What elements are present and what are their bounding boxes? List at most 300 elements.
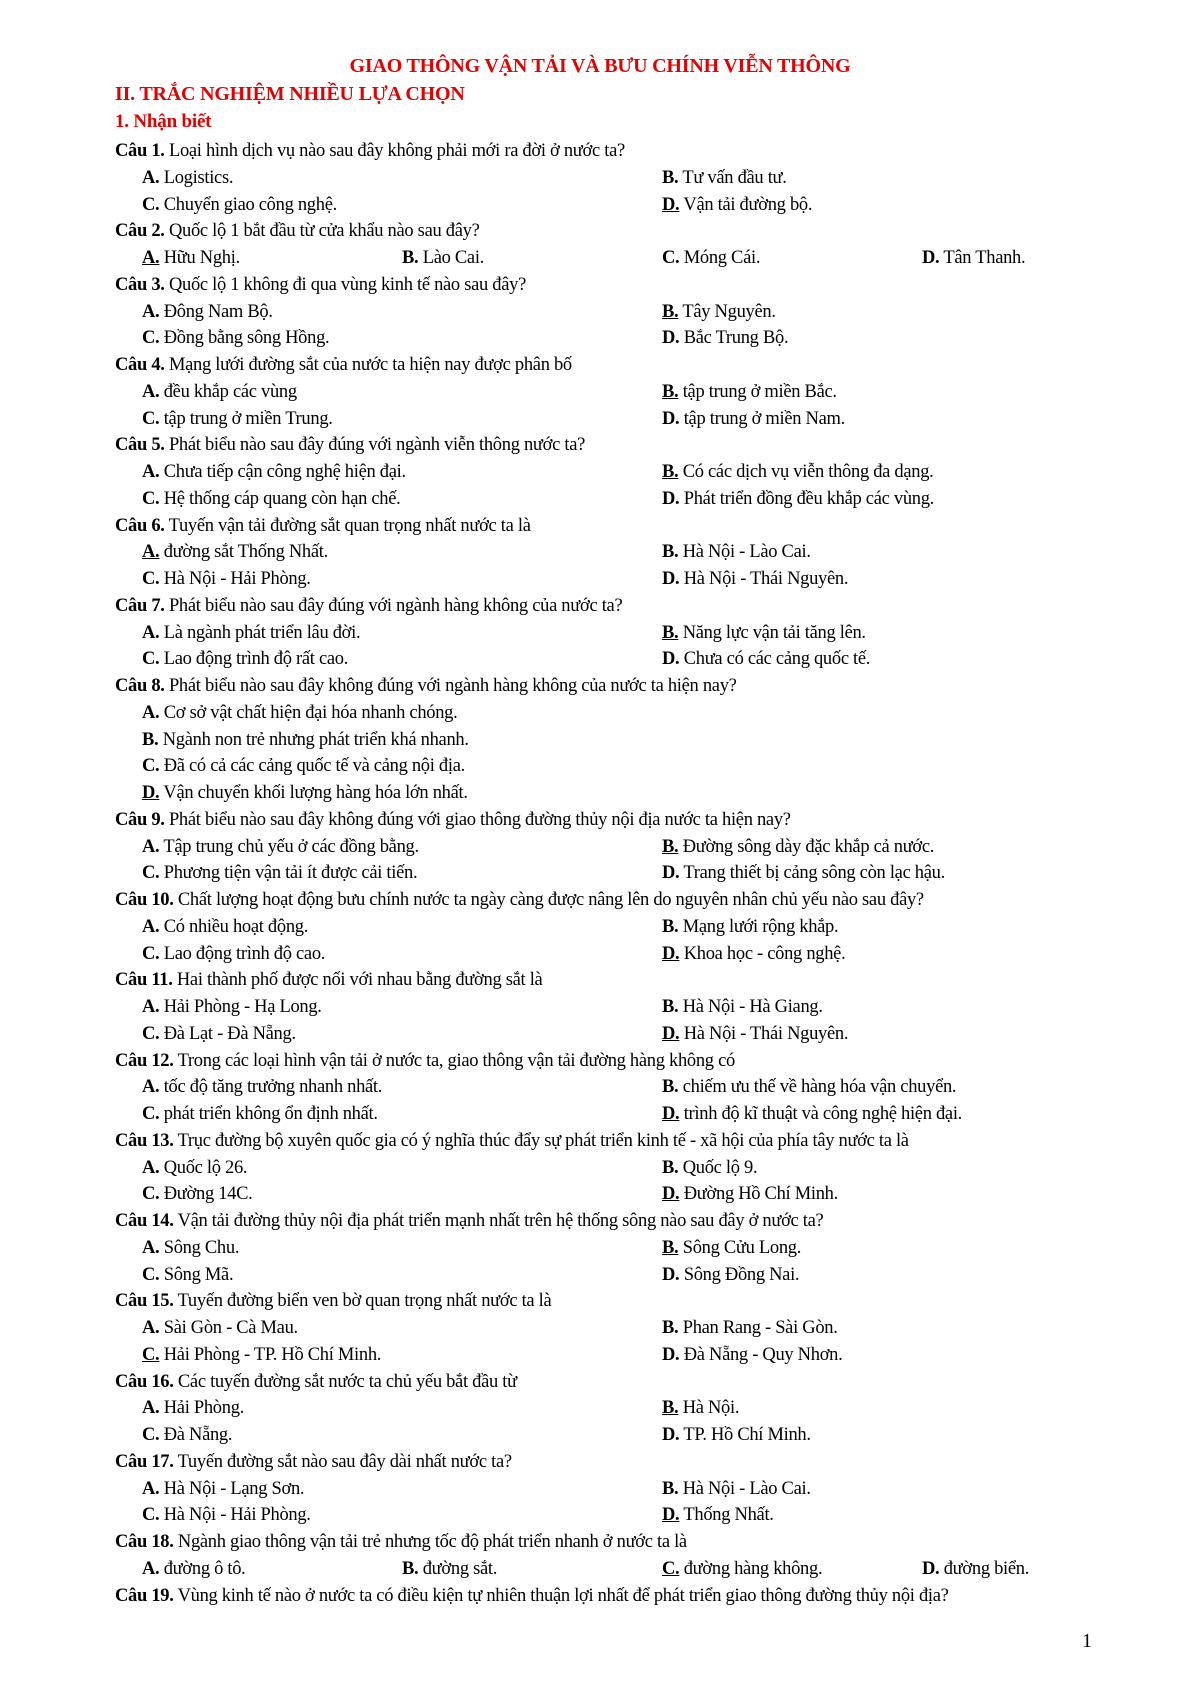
answer-option bbox=[142, 379, 297, 406]
option-letter: B. bbox=[662, 1478, 679, 1499]
options-row bbox=[0, 780, 1200, 807]
answer-option bbox=[142, 1476, 304, 1503]
option-letter: A. bbox=[142, 1077, 160, 1098]
option-text: Quốc lộ 26. bbox=[163, 1157, 248, 1178]
answer-option bbox=[662, 406, 845, 433]
answer-option bbox=[662, 914, 838, 941]
options-row bbox=[0, 1262, 1200, 1289]
option-text: Đồng bằng sông Hồng. bbox=[163, 328, 330, 349]
question-number: Câu 3. bbox=[115, 274, 165, 295]
option-text: Logistics. bbox=[163, 167, 234, 188]
answer-option bbox=[662, 486, 934, 513]
question-stem bbox=[0, 673, 1200, 700]
options-row bbox=[0, 379, 1200, 406]
answer-option bbox=[662, 539, 811, 566]
option-letter: D. bbox=[662, 328, 680, 349]
answer-option bbox=[142, 1422, 232, 1449]
option-letter: A. bbox=[142, 301, 160, 322]
option-letter: C. bbox=[142, 1344, 160, 1365]
question-stem bbox=[0, 1048, 1200, 1075]
answer-option bbox=[142, 1181, 252, 1208]
option-letter: B. bbox=[662, 381, 679, 402]
option-text: Ngành non trẻ nhưng phát triển khá nhanh. bbox=[162, 729, 469, 750]
option-text: Hà Nội. bbox=[682, 1398, 740, 1419]
option-text: Hà Nội - Hải Phòng. bbox=[163, 569, 311, 589]
question-text: Tuyến đường sắt nào sau đây dài nhất nước ta? bbox=[177, 1451, 512, 1472]
option-letter: B. bbox=[662, 836, 679, 857]
option-text: Sông Đồng Nai. bbox=[683, 1264, 800, 1285]
answer-option bbox=[142, 1074, 382, 1101]
options-row bbox=[0, 1556, 1200, 1583]
page-number: 1 bbox=[1082, 1630, 1092, 1652]
options-row bbox=[0, 727, 1200, 754]
answer-option bbox=[142, 325, 329, 352]
option-letter: A. bbox=[142, 702, 160, 723]
answer-option bbox=[922, 1556, 1029, 1583]
question-stem bbox=[0, 1583, 1200, 1610]
option-text: tập trung ở miền Trung. bbox=[163, 408, 333, 429]
answer-option bbox=[142, 245, 240, 272]
option-letter: A. bbox=[142, 1157, 160, 1178]
section-heading: II. TRẮC NGHIỆM NHIỀU LỰA CHỌN bbox=[115, 83, 465, 105]
option-letter: A. bbox=[142, 1478, 160, 1499]
option-letter: B. bbox=[402, 1558, 419, 1579]
option-text: Cơ sở vật chất hiện đại hóa nhanh chóng. bbox=[163, 702, 458, 723]
option-letter: B. bbox=[662, 462, 679, 482]
question-stem bbox=[0, 1529, 1200, 1556]
option-letter: A. bbox=[142, 248, 160, 268]
option-letter: C. bbox=[142, 1184, 160, 1205]
option-letter: D. bbox=[922, 1558, 940, 1579]
document-title: GIAO THÔNG VẬN TẢI VÀ BƯU CHÍNH VIỄN THÔNG bbox=[349, 55, 851, 77]
option-letter: B. bbox=[662, 167, 679, 188]
answer-option bbox=[662, 1395, 739, 1422]
question-text-line bbox=[115, 432, 585, 459]
option-text: Đường sông dày đặc khắp cả nước. bbox=[682, 836, 935, 857]
answer-option bbox=[142, 486, 400, 513]
answer-option bbox=[142, 860, 417, 887]
answer-option bbox=[662, 646, 870, 673]
option-letter: C. bbox=[662, 1558, 680, 1579]
option-letter: D. bbox=[662, 1104, 680, 1124]
options-row bbox=[0, 620, 1200, 647]
question-text: Phát biểu nào sau đây đúng với ngành viễn thông nước ta? bbox=[168, 435, 586, 456]
option-text: Hà Nội - Lào Cai. bbox=[682, 542, 811, 563]
answer-option bbox=[662, 459, 934, 486]
question-number: Câu 15. bbox=[115, 1291, 174, 1312]
option-letter: C. bbox=[662, 248, 680, 268]
answer-option bbox=[402, 1556, 497, 1583]
option-text: Chưa tiếp cận công nghệ hiện đại. bbox=[163, 462, 406, 482]
answer-option bbox=[662, 834, 934, 861]
option-letter: D. bbox=[662, 1264, 680, 1285]
answer-option bbox=[142, 620, 360, 647]
question-text: Vận tải đường thủy nội địa phát triển mạnh nhất trên hệ thống sông nào sau đây ở nước ta? bbox=[177, 1211, 824, 1231]
answer-option bbox=[142, 727, 469, 754]
question-text: Các tuyến đường sắt nước ta chủ yếu bắt đầu từ bbox=[177, 1371, 517, 1392]
option-letter: D. bbox=[662, 194, 680, 215]
question-text: Phát biểu nào sau đây không đúng với ngành hàng không của nước ta hiện nay? bbox=[168, 676, 737, 696]
answer-option bbox=[142, 700, 457, 727]
option-letter: C. bbox=[142, 649, 160, 670]
question-stem bbox=[0, 807, 1200, 834]
option-letter: B. bbox=[142, 729, 159, 750]
answer-option bbox=[662, 1476, 811, 1503]
answer-option bbox=[922, 245, 1025, 272]
option-text: Khoa học - công nghệ. bbox=[683, 943, 846, 964]
answer-option bbox=[142, 406, 333, 433]
answer-option bbox=[142, 539, 328, 566]
option-text: Vận tải đường bộ. bbox=[683, 194, 813, 215]
options-row bbox=[0, 459, 1200, 486]
option-letter: C. bbox=[142, 1023, 160, 1044]
question-text-line bbox=[115, 593, 622, 620]
question-number: Câu 6. bbox=[115, 515, 165, 536]
option-letter: A. bbox=[142, 542, 160, 563]
option-letter: D. bbox=[662, 943, 680, 964]
answer-option bbox=[662, 379, 837, 406]
question-stem bbox=[0, 272, 1200, 299]
question-text-line bbox=[115, 1529, 687, 1556]
question-stem bbox=[0, 1449, 1200, 1476]
answer-option bbox=[142, 165, 233, 192]
option-letter: B. bbox=[662, 1157, 679, 1178]
question-text-line bbox=[115, 272, 526, 299]
options-row bbox=[0, 860, 1200, 887]
options-row bbox=[0, 753, 1200, 780]
option-text: Sài Gòn - Cà Mau. bbox=[163, 1318, 298, 1338]
answer-option bbox=[142, 299, 273, 326]
option-text: phát triển không ổn định nhất. bbox=[163, 1104, 378, 1124]
option-text: Phan Rang - Sài Gòn. bbox=[682, 1318, 838, 1338]
option-letter: C. bbox=[142, 569, 160, 589]
answer-option bbox=[662, 860, 945, 887]
question-stem bbox=[0, 138, 1200, 165]
question-stem bbox=[0, 593, 1200, 620]
option-letter: D. bbox=[662, 408, 680, 429]
question-text-line bbox=[115, 967, 542, 994]
option-text: Chưa có các cảng quốc tế. bbox=[683, 649, 871, 670]
question-number: Câu 12. bbox=[115, 1050, 174, 1071]
answer-option bbox=[662, 1181, 838, 1208]
answer-option bbox=[662, 620, 866, 647]
answer-option bbox=[142, 459, 406, 486]
question-text-line bbox=[115, 673, 737, 700]
option-text: Sông Cửu Long. bbox=[682, 1237, 802, 1258]
question-stem bbox=[0, 1128, 1200, 1155]
answer-option bbox=[662, 245, 760, 272]
question-stem bbox=[0, 1288, 1200, 1315]
question-number: Câu 8. bbox=[115, 676, 165, 696]
option-text: đường sắt Thống Nhất. bbox=[163, 542, 328, 563]
question-text: Trục đường bộ xuyên quốc gia có ý nghĩa thúc đẩy sự phát triển kinh tế - xã hội của phía tây nước ta là bbox=[177, 1130, 909, 1151]
answer-option bbox=[142, 566, 311, 593]
question-text: Quốc lộ 1 bắt đầu từ cửa khẩu nào sau đây? bbox=[168, 221, 480, 242]
option-letter: C. bbox=[142, 1104, 160, 1124]
option-text: Hà Nội - Lạng Sơn. bbox=[163, 1478, 305, 1499]
options-row bbox=[0, 486, 1200, 513]
options-row bbox=[0, 994, 1200, 1021]
options-row bbox=[0, 1502, 1200, 1529]
option-letter: B. bbox=[662, 1398, 679, 1419]
option-letter: C. bbox=[142, 328, 160, 349]
option-text: Móng Cái. bbox=[683, 248, 761, 268]
answer-option bbox=[662, 1556, 822, 1583]
question-number: Câu 13. bbox=[115, 1130, 174, 1151]
options-row bbox=[0, 914, 1200, 941]
question-stem bbox=[0, 218, 1200, 245]
option-text: Lao động trình độ rất cao. bbox=[163, 649, 349, 670]
answer-option bbox=[662, 1342, 842, 1369]
answer-option bbox=[142, 994, 322, 1021]
option-text: đường biển. bbox=[943, 1558, 1030, 1579]
option-text: Tư vấn đầu tư. bbox=[682, 167, 787, 188]
option-letter: A. bbox=[142, 836, 160, 857]
option-text: Sông Chu. bbox=[163, 1237, 240, 1258]
question-text: Hai thành phố được nối với nhau bằng đường sắt là bbox=[176, 970, 543, 991]
option-text: Hà Nội - Thái Nguyên. bbox=[683, 569, 849, 589]
options-row bbox=[0, 325, 1200, 352]
option-letter: D. bbox=[142, 783, 160, 803]
answer-option bbox=[142, 1556, 246, 1583]
option-letter: A. bbox=[142, 1237, 160, 1258]
question-text: Quốc lộ 1 không đi qua vùng kinh tế nào sau đây? bbox=[168, 274, 527, 295]
option-text: Hải Phòng - Hạ Long. bbox=[163, 997, 322, 1017]
answer-option bbox=[662, 1262, 799, 1289]
option-letter: B. bbox=[662, 622, 679, 643]
question-text: Mạng lưới đường sắt của nước ta hiện nay được phân bố bbox=[168, 355, 572, 375]
question-stem bbox=[0, 352, 1200, 379]
option-text: Phát triển đồng đều khắp các vùng. bbox=[683, 488, 934, 509]
question-number: Câu 18. bbox=[115, 1532, 174, 1552]
question-list bbox=[0, 138, 1200, 1609]
options-row bbox=[0, 1476, 1200, 1503]
question-text: Trong các loại hình vận tải ở nước ta, giao thông vận tải đường hàng không có bbox=[177, 1050, 735, 1071]
option-text: chiếm ưu thế về hàng hóa vận chuyển. bbox=[682, 1077, 957, 1098]
answer-option bbox=[662, 1502, 774, 1529]
options-row bbox=[0, 539, 1200, 566]
answer-option bbox=[142, 1155, 247, 1182]
option-text: Đà Lạt - Đà Nẵng. bbox=[163, 1023, 296, 1044]
options-row bbox=[0, 1235, 1200, 1262]
answer-option bbox=[662, 1074, 956, 1101]
options-row bbox=[0, 1395, 1200, 1422]
answer-option bbox=[142, 1101, 378, 1128]
answer-option bbox=[402, 245, 484, 272]
question-number: Câu 17. bbox=[115, 1451, 174, 1472]
answer-option bbox=[142, 834, 419, 861]
option-text: Hà Nội - Thái Nguyên. bbox=[683, 1023, 849, 1044]
option-letter: C. bbox=[142, 1264, 160, 1285]
option-letter: D. bbox=[662, 649, 680, 670]
option-text: Tập trung chủ yếu ở các đồng bằng. bbox=[163, 836, 419, 857]
answer-option bbox=[662, 325, 788, 352]
options-row bbox=[0, 566, 1200, 593]
option-text: Đà Nẵng - Quy Nhơn. bbox=[683, 1344, 843, 1365]
question-text-line bbox=[115, 1288, 551, 1315]
options-row bbox=[0, 1315, 1200, 1342]
option-text: đường ô tô. bbox=[163, 1558, 246, 1579]
answer-option bbox=[662, 1235, 801, 1262]
option-letter: A. bbox=[142, 462, 160, 482]
option-letter: A. bbox=[142, 622, 160, 643]
option-text: trình độ kĩ thuật và công nghệ hiện đại. bbox=[683, 1104, 963, 1124]
question-stem bbox=[0, 1369, 1200, 1396]
question-text-line bbox=[115, 1208, 823, 1235]
option-text: Đông Nam Bộ. bbox=[163, 301, 273, 322]
option-text: Năng lực vận tải tăng lên. bbox=[682, 622, 866, 643]
answer-option bbox=[142, 646, 348, 673]
question-text-line bbox=[115, 352, 572, 379]
option-letter: B. bbox=[662, 1077, 679, 1098]
option-text: Thống Nhất. bbox=[683, 1505, 774, 1526]
question-stem bbox=[0, 1208, 1200, 1235]
option-text: Hà Nội - Lào Cai. bbox=[682, 1478, 811, 1499]
options-row bbox=[0, 1021, 1200, 1048]
option-letter: D. bbox=[662, 1344, 680, 1365]
option-text: Hà Nội - Hà Giang. bbox=[682, 997, 823, 1017]
option-letter: D. bbox=[662, 863, 680, 884]
option-letter: D. bbox=[662, 488, 680, 509]
answer-option bbox=[662, 1021, 848, 1048]
options-row bbox=[0, 1181, 1200, 1208]
answer-option bbox=[142, 1262, 233, 1289]
question-text-line bbox=[115, 887, 924, 914]
option-text: Hà Nội - Hải Phòng. bbox=[163, 1505, 311, 1526]
answer-option bbox=[142, 1395, 244, 1422]
question-text-line bbox=[115, 1128, 909, 1155]
options-row bbox=[0, 406, 1200, 433]
answer-option bbox=[142, 192, 337, 219]
option-text: Tây Nguyên. bbox=[682, 301, 776, 322]
option-letter: C. bbox=[142, 1425, 160, 1445]
answer-option bbox=[142, 1502, 311, 1529]
option-text: Hải Phòng - TP. Hồ Chí Minh. bbox=[163, 1344, 382, 1365]
option-letter: C. bbox=[142, 488, 160, 509]
answer-option bbox=[662, 566, 848, 593]
option-text: Sông Mã. bbox=[163, 1264, 234, 1285]
option-letter: B. bbox=[662, 542, 679, 563]
option-text: Có các dịch vụ viễn thông đa dạng. bbox=[682, 462, 934, 482]
question-number: Câu 5. bbox=[115, 435, 165, 456]
question-number: Câu 11. bbox=[115, 970, 173, 991]
options-row bbox=[0, 941, 1200, 968]
option-text: Vận chuyển khối lượng hàng hóa lớn nhất. bbox=[163, 783, 468, 803]
option-letter: A. bbox=[142, 167, 160, 188]
option-text: Bắc Trung Bộ. bbox=[683, 328, 789, 349]
option-text: đường hàng không. bbox=[683, 1558, 823, 1579]
answer-option bbox=[142, 1342, 381, 1369]
option-letter: B. bbox=[662, 1318, 679, 1338]
option-letter: C. bbox=[142, 943, 160, 964]
question-text: Loại hình dịch vụ nào sau đây không phải mới ra đời ở nước ta? bbox=[168, 141, 625, 161]
options-row bbox=[0, 1342, 1200, 1369]
question-stem bbox=[0, 967, 1200, 994]
question-stem bbox=[0, 887, 1200, 914]
question-text: Vùng kinh tế nào ở nước ta có điều kiện tự nhiên thuận lợi nhất để phát triển giao thông đường thủy nội địa? bbox=[177, 1585, 949, 1606]
option-text: Hữu Nghị. bbox=[163, 248, 240, 268]
question-number: Câu 1. bbox=[115, 141, 165, 161]
option-letter: B. bbox=[662, 1237, 679, 1258]
question-text-line bbox=[115, 1583, 949, 1610]
answer-option bbox=[662, 165, 787, 192]
option-text: đều khắp các vùng bbox=[163, 381, 297, 402]
options-row bbox=[0, 192, 1200, 219]
option-text: Lao động trình độ cao. bbox=[163, 943, 326, 964]
option-text: Hệ thống cáp quang còn hạn chế. bbox=[163, 488, 401, 509]
question-number: Câu 14. bbox=[115, 1211, 174, 1231]
answer-option bbox=[662, 192, 812, 219]
question-text-line bbox=[115, 1449, 512, 1476]
option-text: Đường Hồ Chí Minh. bbox=[683, 1184, 838, 1205]
option-text: Mạng lưới rộng khắp. bbox=[682, 916, 839, 937]
question-text-line bbox=[115, 513, 531, 540]
option-text: Trang thiết bị cảng sông còn lạc hậu. bbox=[683, 863, 945, 884]
options-row bbox=[0, 1101, 1200, 1128]
question-text: Chất lượng hoạt động bưu chính nước ta ngày càng được nâng lên do nguyên nhân chủ yếu nào sau đây? bbox=[177, 890, 924, 910]
option-letter: A. bbox=[142, 1558, 160, 1579]
options-row bbox=[0, 646, 1200, 673]
answer-option bbox=[662, 299, 776, 326]
option-text: Hải Phòng. bbox=[163, 1398, 244, 1419]
option-letter: C. bbox=[142, 1505, 160, 1526]
option-text: Đường 14C. bbox=[163, 1184, 253, 1205]
question-text: Ngành giao thông vận tải trẻ nhưng tốc độ phát triển nhanh ở nước ta là bbox=[177, 1532, 687, 1552]
option-text: Tân Thanh. bbox=[943, 248, 1026, 268]
question-stem bbox=[0, 513, 1200, 540]
options-row bbox=[0, 700, 1200, 727]
question-number: Câu 19. bbox=[115, 1585, 174, 1606]
question-number: Câu 10. bbox=[115, 890, 174, 910]
option-letter: D. bbox=[662, 1505, 680, 1526]
answer-option bbox=[662, 1422, 811, 1449]
option-letter: A. bbox=[142, 1398, 160, 1419]
option-text: Có nhiều hoạt động. bbox=[163, 916, 309, 937]
answer-option bbox=[142, 780, 468, 807]
option-text: đường sắt. bbox=[422, 1558, 498, 1579]
option-letter: B. bbox=[662, 301, 679, 322]
options-row bbox=[0, 1422, 1200, 1449]
option-letter: D. bbox=[662, 1184, 680, 1205]
question-number: Câu 9. bbox=[115, 809, 165, 830]
answer-option bbox=[662, 1315, 838, 1342]
answer-option bbox=[142, 753, 465, 780]
option-text: Quốc lộ 9. bbox=[682, 1157, 758, 1178]
answer-option bbox=[662, 1155, 757, 1182]
question-text: Tuyến vận tải đường sắt quan trọng nhất nước ta là bbox=[168, 515, 531, 536]
option-text: Là ngành phát triển lâu đời. bbox=[163, 622, 361, 643]
option-text: tập trung ở miền Nam. bbox=[683, 408, 845, 429]
option-text: TP. Hồ Chí Minh. bbox=[683, 1425, 811, 1445]
options-row bbox=[0, 1155, 1200, 1182]
option-letter: D. bbox=[662, 1425, 680, 1445]
question-text: Tuyến đường biển ven bờ quan trọng nhất nước ta là bbox=[177, 1291, 552, 1312]
options-row bbox=[0, 245, 1200, 272]
option-letter: A. bbox=[142, 1318, 160, 1338]
option-letter: C. bbox=[142, 863, 160, 884]
option-text: tập trung ở miền Bắc. bbox=[682, 381, 837, 402]
options-row bbox=[0, 1074, 1200, 1101]
question-text: Phát biểu nào sau đây đúng với ngành hàng không của nước ta? bbox=[168, 595, 623, 616]
options-row bbox=[0, 299, 1200, 326]
question-text: Phát biểu nào sau đây không đúng với giao thông đường thủy nội địa nước ta hiện nay? bbox=[168, 809, 791, 830]
option-text: Lào Cai. bbox=[422, 248, 485, 268]
answer-option bbox=[662, 1101, 962, 1128]
answer-option bbox=[142, 1021, 296, 1048]
answer-option bbox=[142, 1315, 298, 1342]
question-text-line bbox=[115, 138, 625, 165]
answer-option bbox=[662, 994, 823, 1021]
